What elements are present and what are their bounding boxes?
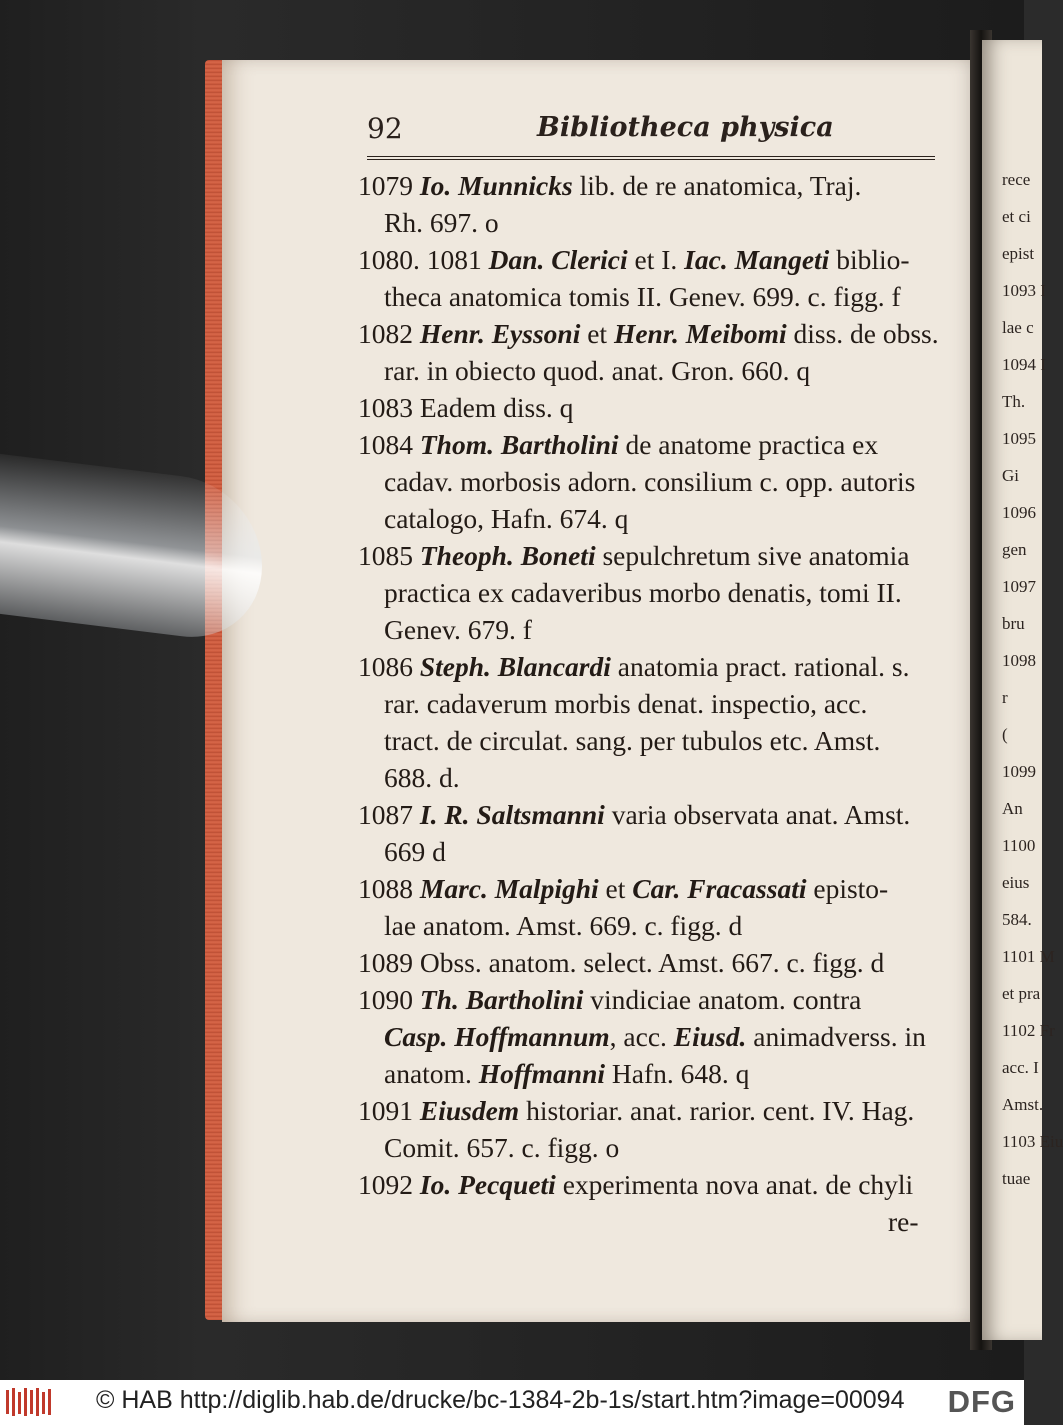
facing-page-fragment: An	[1002, 799, 1023, 818]
facing-page-fragment: 1098	[1002, 651, 1036, 670]
entry-text: experimenta nova anat. de chyli	[555, 1169, 914, 1200]
facing-page-fragment: (	[1002, 725, 1008, 744]
entry-text: lae anatom. Amst. 669. c. figg. d	[384, 910, 743, 941]
entry-line	[358, 389, 573, 426]
facing-page-fragment: lae c	[1002, 318, 1034, 337]
entry-number: 1089	[358, 947, 420, 978]
facing-page	[982, 40, 1063, 1340]
entry-text: lib. de re anatomica, Traj.	[572, 170, 862, 201]
entry-text: rar. cadaverum morbis denat. inspectio, acc.	[384, 688, 868, 719]
facing-page-fragment: 1097	[1002, 577, 1036, 596]
entry-number: 1083	[358, 392, 420, 423]
entry-line	[358, 537, 909, 574]
facing-page-fragment: Amst.	[1002, 1095, 1044, 1114]
entry-text: episto-	[806, 873, 889, 904]
entry-text: sepulchretum sive anatomia	[595, 540, 910, 571]
entry-continuation	[384, 833, 446, 870]
author-name: Steph. Blancardi	[419, 651, 611, 682]
entry-text: practica ex cadaveribus morbo denatis, tomi II.	[384, 577, 902, 608]
author-name: I. R. Saltsmanni	[419, 799, 605, 830]
entry-line	[358, 648, 909, 685]
entry-text: Obss. anatom. select. Amst. 667. c. figg. d	[419, 947, 885, 978]
facing-page-fragment: tuae	[1002, 1169, 1031, 1188]
entry-text: cadav. morbosis adorn. consilium c. opp. autoris	[384, 466, 916, 497]
entry-text: Rh. 697. o	[384, 207, 499, 238]
entry-text: tract. de circulat. sang. per tubulos etc. Amst.	[384, 725, 881, 756]
facing-page-fragment: 584.	[1002, 910, 1032, 929]
facing-page-fragment: bru	[1002, 614, 1025, 633]
author-name: Eiusd.	[673, 1021, 747, 1052]
author-name: Thom. Bartholini	[419, 429, 619, 460]
entry-number: 1080. 1081	[358, 244, 489, 275]
facing-page-fragment: epist	[1002, 244, 1035, 263]
entry-text: theca anatomica tomis II. Genev. 699. c. figg. f	[384, 281, 901, 312]
author-name: Hoffmanni	[478, 1058, 606, 1089]
facing-page-fragment: r	[1002, 688, 1008, 707]
facing-page-fragment: 1100	[1002, 836, 1036, 855]
author-name: Dan. Clerici	[488, 244, 628, 275]
entry-number: 1079	[358, 170, 420, 201]
author-name: Henr. Eyssoni	[419, 318, 581, 349]
author-name: Eiusdem	[419, 1095, 520, 1126]
entry-number: 1090	[358, 984, 420, 1015]
entry-number: 1086	[358, 651, 420, 682]
author-name: Henr. Meibomi	[613, 318, 787, 349]
entry-text: de anatome practica ex	[618, 429, 879, 460]
facing-page-fragment: 1094 I	[1002, 355, 1046, 374]
entry-continuation	[384, 500, 628, 537]
entry-line	[358, 1092, 914, 1129]
author-name: Io. Pecqueti	[419, 1169, 556, 1200]
entry-line	[358, 1166, 913, 1203]
facing-page-fragment: 1096	[1002, 503, 1036, 522]
entry-number: 1088	[358, 873, 420, 904]
hab-logo-icon	[6, 1386, 56, 1418]
entry-text: biblio-	[829, 244, 910, 275]
header-rule	[367, 156, 935, 160]
entry-number: 1091	[358, 1095, 420, 1126]
entry-continuation	[384, 278, 901, 315]
entry-text: catalogo, Hafn. 674. q	[384, 503, 629, 534]
author-name: Iac. Mangeti	[684, 244, 830, 275]
facing-page-fragment: gen	[1002, 540, 1027, 559]
entry-text: anatom.	[384, 1058, 479, 1089]
entry-continuation	[384, 574, 902, 611]
author-name: Casp. Hoffmannum	[384, 1021, 610, 1052]
entry-line	[358, 315, 939, 352]
entry-number: 1087	[358, 799, 420, 830]
entry-text: 688. d.	[384, 762, 460, 793]
entry-text: historiar. anat. rarior. cent. IV. Hag.	[519, 1095, 915, 1126]
entry-text: , acc.	[609, 1021, 674, 1052]
facing-page-fragment: 1102 Fr	[1002, 1021, 1055, 1040]
catchword: re-	[888, 1206, 919, 1237]
entry-continuation	[384, 907, 742, 944]
entry-number: 1085	[358, 540, 420, 571]
running-head	[367, 112, 935, 152]
page-number: 92	[367, 112, 403, 145]
entry-text: varia observata anat. Amst.	[604, 799, 911, 830]
entry-continuation	[384, 611, 532, 648]
entry-text: rar. in obiecto quod. anat. Gron. 660. q	[384, 355, 811, 386]
entry-text: Genev. 679. f	[384, 614, 532, 645]
facing-page-fragment: 1101 M	[1002, 947, 1055, 966]
entry-number: 1084	[358, 429, 420, 460]
facing-page-fragment: Gi	[1002, 466, 1019, 485]
entry-text: Eadem diss. q	[419, 392, 574, 423]
entry-line	[358, 167, 861, 204]
entry-continuation	[384, 352, 810, 389]
facing-page-fragment: Th.	[1002, 392, 1026, 411]
entry-line	[358, 944, 884, 981]
footer-copyright-url[interactable]: © HAB http://diglib.hab.de/drucke/bc-1384-2b-1s/start.htm?image=00094	[96, 1386, 905, 1414]
entry-text: Comit. 657. c. figg. o	[384, 1132, 620, 1163]
facing-page-fragment: rece	[1002, 170, 1031, 189]
facing-page-fragment: 1103 Eiu	[1002, 1132, 1063, 1151]
entry-line	[358, 796, 910, 833]
entry-text: et	[598, 873, 633, 904]
entry-text: animadverss. in	[746, 1021, 926, 1052]
author-name: Theoph. Boneti	[419, 540, 596, 571]
entry-text: vindiciae anatom. contra	[583, 984, 862, 1015]
author-name: Marc. Malpighi	[419, 873, 599, 904]
facing-page-fragment: et ci	[1002, 207, 1031, 226]
running-title: Bibliotheca physica	[537, 112, 834, 143]
dfg-logo: DFG	[947, 1384, 1016, 1419]
entry-continuation	[384, 463, 915, 500]
entry-line	[358, 241, 910, 278]
entry-text: et I.	[627, 244, 685, 275]
entry-continuation	[384, 204, 499, 241]
entry-line	[358, 426, 878, 463]
entry-continuation	[384, 1129, 619, 1166]
entry-text: et	[580, 318, 614, 349]
entry-text: Hafn. 648. q	[605, 1058, 750, 1089]
author-name: Io. Munnicks	[419, 170, 573, 201]
entry-text: 669 d	[384, 836, 446, 867]
facing-page-fragment: 1093 I	[1002, 281, 1046, 300]
entry-number: 1082	[358, 318, 420, 349]
entry-number: 1092	[358, 1169, 420, 1200]
facing-page-fragment: 1099	[1002, 762, 1036, 781]
entry-line	[358, 981, 861, 1018]
facing-page-fragment: et pra	[1002, 984, 1041, 1003]
entry-continuation	[384, 1018, 926, 1055]
entry-line	[358, 870, 888, 907]
facing-page-fragment: acc. I	[1002, 1058, 1039, 1077]
entry-continuation	[384, 722, 880, 759]
entry-continuation	[384, 1055, 749, 1092]
facing-page-fragment: eius	[1002, 873, 1030, 892]
entry-continuation	[384, 759, 460, 796]
facing-page-fragment: 1095	[1002, 429, 1036, 448]
entry-continuation	[384, 685, 867, 722]
entry-text: anatomia pract. rational. s.	[610, 651, 910, 682]
author-name: Car. Fracassati	[632, 873, 807, 904]
footer-bar	[0, 1380, 1024, 1425]
entry-text: diss. de obss.	[786, 318, 939, 349]
author-name: Th. Bartholini	[419, 984, 584, 1015]
